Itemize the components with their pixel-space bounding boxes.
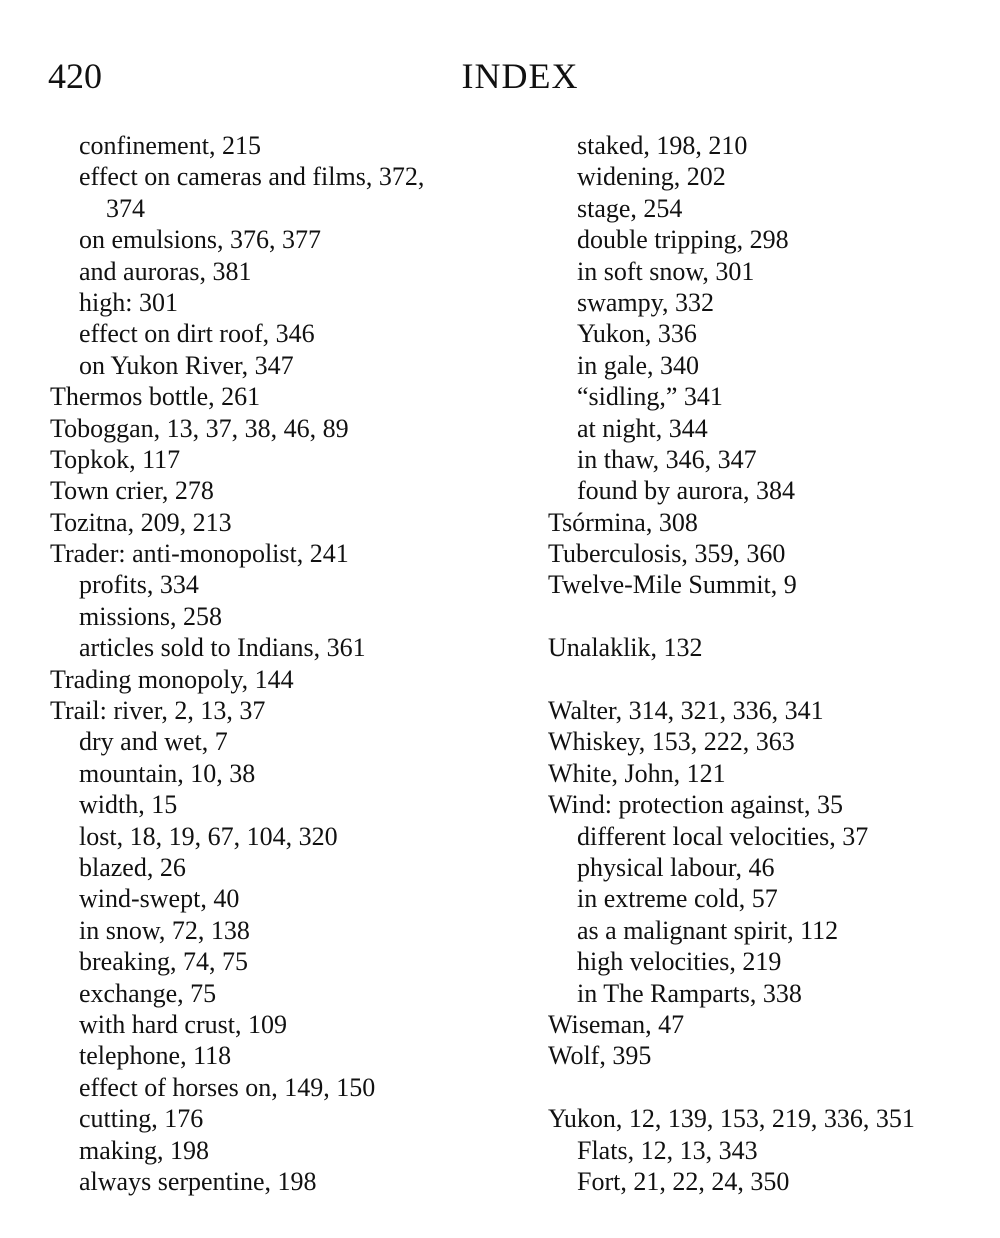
index-column-left [50, 130, 520, 1197]
index-subentry: wind-swept, 40 [79, 884, 240, 914]
index-subentry: making, 198 [79, 1135, 209, 1165]
index-subentry: on Yukon River, 347 [79, 350, 294, 380]
index-entry: Thermos bottle, 261 [50, 382, 261, 412]
index-subentry: in The Ramparts, 338 [577, 978, 802, 1008]
index-subentry: Yukon, 336 [577, 319, 697, 349]
index-subentry: always serpentine, 198 [79, 1166, 317, 1196]
index-entry: Toboggan, 13, 37, 38, 46, 89 [50, 413, 349, 443]
index-entry: Trading monopoly, 144 [50, 664, 294, 694]
index-subentry: in extreme cold, 57 [577, 884, 778, 914]
index-subentry: effect on dirt roof, 346 [79, 319, 315, 349]
index-entry: Wolf, 395 [548, 1041, 652, 1071]
index-subentry: staked, 198, 210 [577, 131, 748, 160]
index-subentry: swampy, 332 [577, 287, 714, 317]
index-subentry: cutting, 176 [79, 1104, 204, 1134]
index-subentry: on emulsions, 376, 377 [79, 225, 321, 255]
index-entry: Topkok, 117 [50, 444, 181, 474]
index-entry: Tuberculosis, 359, 360 [548, 539, 786, 569]
index-subentry: profits, 334 [79, 570, 199, 600]
index-subentry: at night, 344 [577, 413, 708, 443]
index-entry: Trail: river, 2, 13, 37 [50, 696, 266, 726]
index-subentry: missions, 258 [79, 601, 223, 631]
index-subentry: effect of horses on, 149, 150 [79, 1072, 376, 1102]
index-subentry: Flats, 12, 13, 343 [577, 1135, 758, 1165]
index-subentry: blazed, 26 [79, 852, 186, 882]
index-subentry: widening, 202 [577, 162, 726, 192]
index-subentry: found by aurora, 384 [577, 476, 796, 506]
index-subentry: confinement, 215 [79, 131, 261, 160]
index-subentry: mountain, 10, 38 [79, 758, 256, 788]
index-subentry: 374 [106, 193, 145, 223]
index-entry: Wiseman, 47 [548, 1009, 685, 1039]
index-subentry: “sidling,” 341 [577, 382, 723, 412]
page-title: INDEX [461, 56, 579, 96]
index-subentry: in gale, 340 [577, 350, 700, 380]
index-subentry: high velocities, 219 [577, 947, 782, 977]
index-subentry: double tripping, 298 [577, 225, 789, 255]
index-subentry: Fort, 21, 22, 24, 350 [577, 1166, 790, 1196]
index-entry: White, John, 121 [548, 758, 726, 788]
index-entry: Twelve-Mile Summit, 9 [548, 570, 797, 600]
index-subentry: in thaw, 346, 347 [577, 444, 757, 474]
index-subentry: high: 301 [79, 287, 178, 317]
index-subentry: width, 15 [79, 790, 178, 820]
index-spacer [548, 1072, 998, 1103]
index-column-right [548, 130, 998, 1197]
index-subentry: different local velocities, 37 [577, 821, 869, 851]
index-entry: Wind: protection against, 35 [548, 790, 844, 820]
index-subentry: physical labour, 46 [577, 852, 775, 882]
index-spacer [548, 664, 998, 695]
index-subentry: with hard crust, 109 [79, 1009, 287, 1039]
index-entry: Unalaklik, 132 [548, 633, 703, 663]
index-subentry: effect on cameras and films, 372, [79, 162, 425, 192]
index-entry: Tsórmina, 308 [548, 507, 698, 537]
index-entry: Tozitna, 209, 213 [50, 507, 232, 537]
index-subentry: articles sold to Indians, 361 [79, 633, 366, 663]
index-subentry: as a malignant spirit, 112 [577, 915, 839, 945]
page-number: 420 [48, 56, 102, 96]
index-subentry: telephone, 118 [79, 1041, 232, 1071]
index-subentry: in snow, 72, 138 [79, 915, 250, 945]
index-subentry: exchange, 75 [79, 978, 217, 1008]
index-subentry: lost, 18, 19, 67, 104, 320 [79, 821, 338, 851]
index-entry: Trader: anti-monopolist, 241 [50, 539, 349, 569]
index-spacer [548, 601, 998, 632]
index-subentry: stage, 254 [577, 193, 683, 223]
index-entry: Whiskey, 153, 222, 363 [548, 727, 795, 757]
index-subentry: and auroras, 381 [79, 256, 252, 286]
index-entry: Walter, 314, 321, 336, 341 [548, 696, 824, 726]
index-entry: Yukon, 12, 139, 153, 219, 336, 351 [548, 1104, 915, 1134]
index-entry: Town crier, 278 [50, 476, 214, 506]
index-subentry: dry and wet, 7 [79, 727, 228, 757]
index-subentry: in soft snow, 301 [577, 256, 755, 286]
index-subentry: breaking, 74, 75 [79, 947, 248, 977]
